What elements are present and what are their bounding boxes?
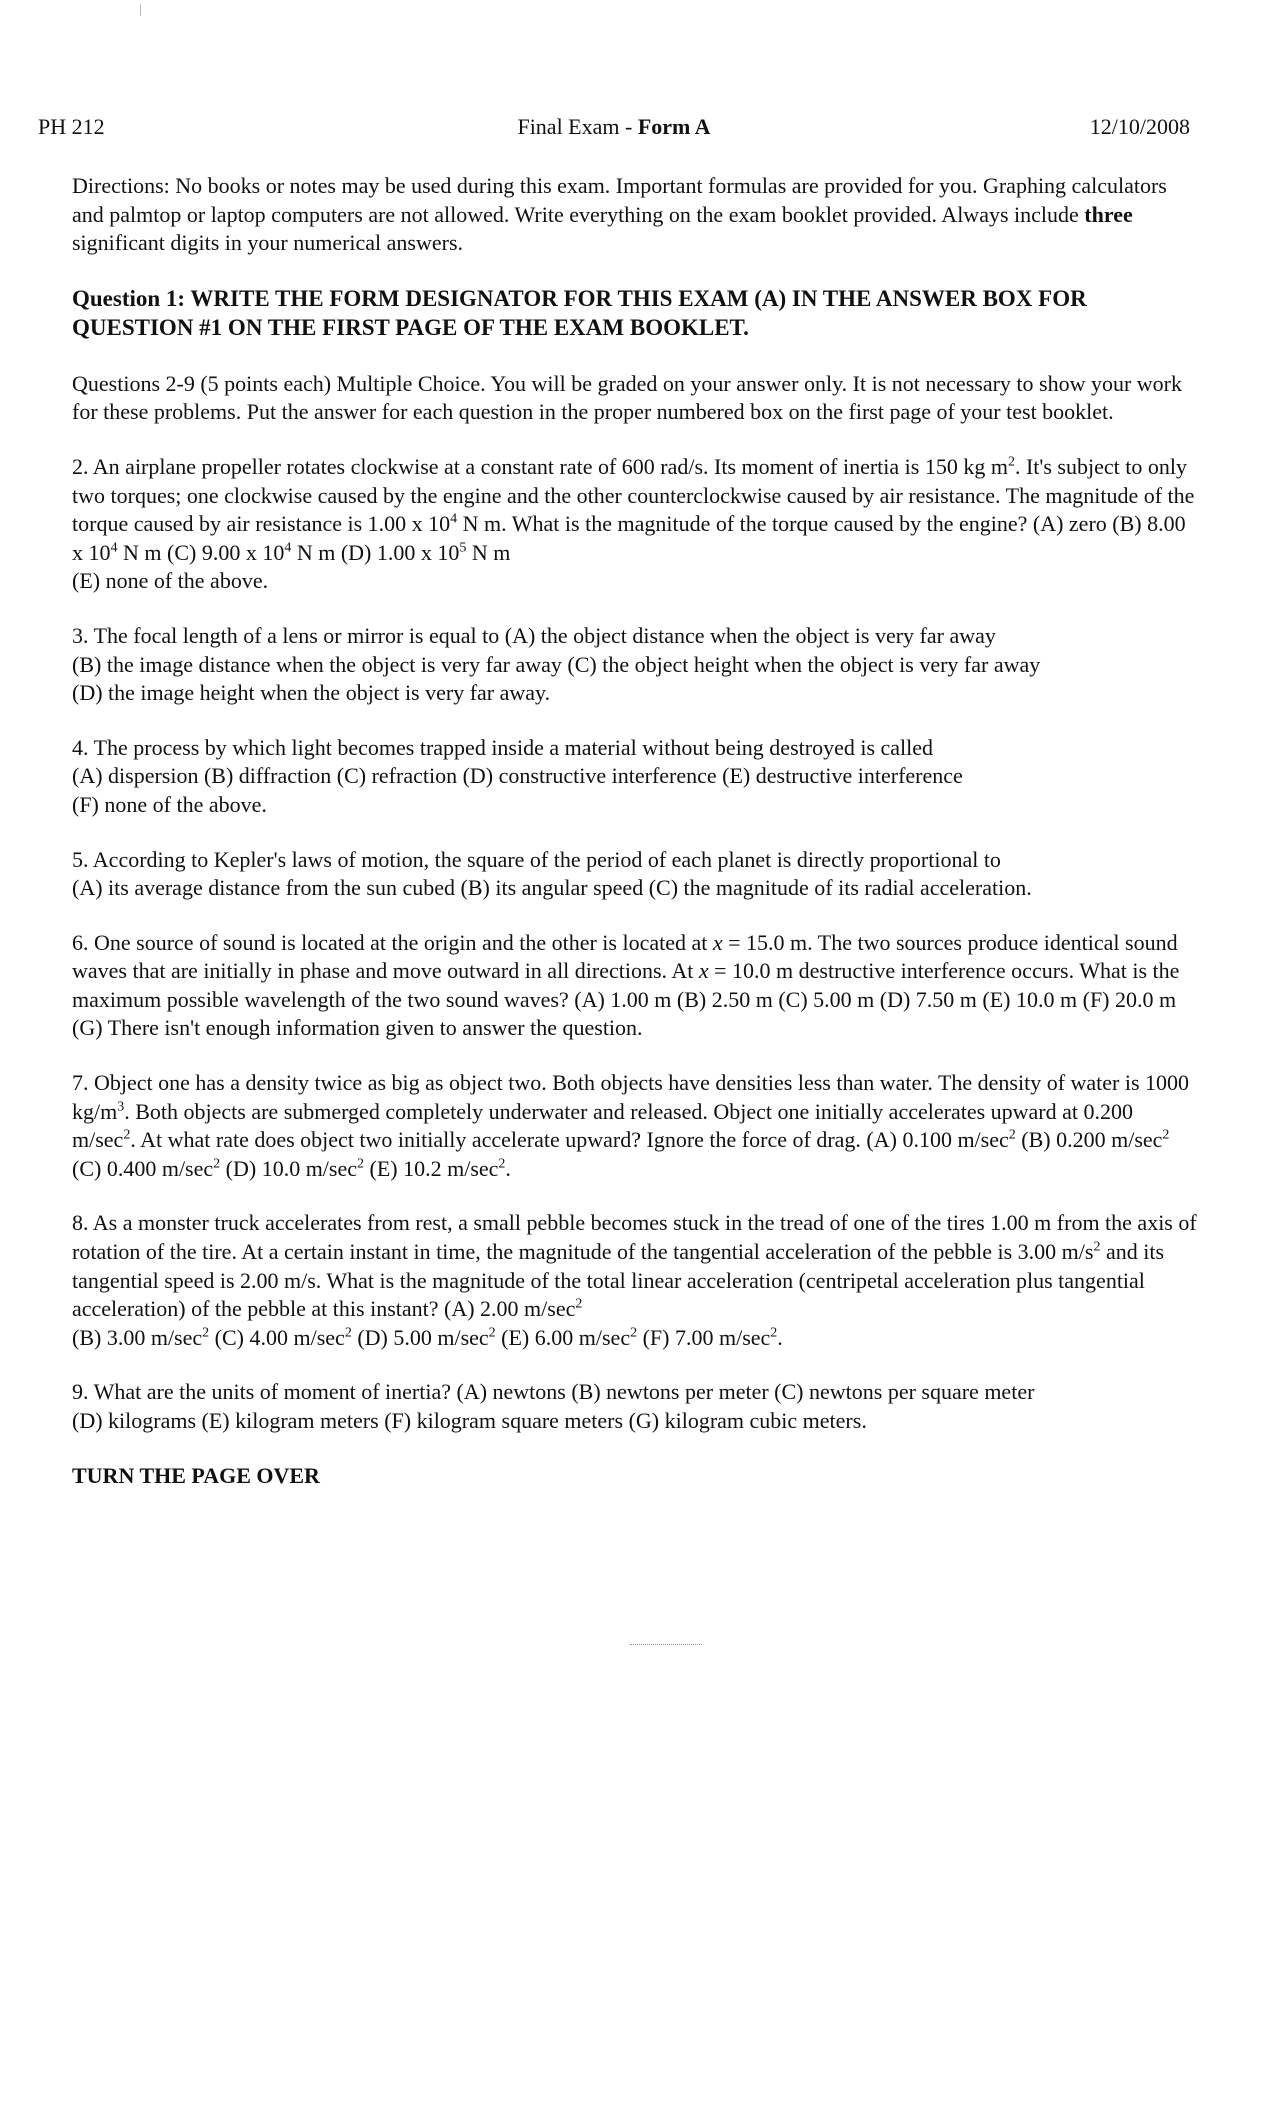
- question-7: [72, 1069, 1202, 1183]
- question-5-line: 5. According to Kepler's laws of motion, the square of the period of each planet is directly proportional to: [72, 846, 1001, 872]
- directions-text-end: significant digits in your numerical answers.: [72, 230, 464, 256]
- scan-artifact-dash: [630, 1644, 702, 1646]
- exam-title: [38, 114, 1190, 140]
- exam-form: Form A: [637, 114, 711, 139]
- question-5: [72, 846, 1202, 903]
- question-6: [72, 929, 1202, 1043]
- question-3-line: 3. The focal length of a lens or mirror is equal to (A) the object distance when the object is very far away: [72, 622, 996, 648]
- scan-artifact-mark: [140, 4, 141, 16]
- question-4-line: (A) dispersion (B) diffraction (C) refraction (D) constructive interference (E) destructive interference: [72, 763, 963, 789]
- question-3-line: (B) the image distance when the object is very far away (C) the object height when the object is very far away: [72, 651, 1041, 677]
- turn-page-notice: TURN THE PAGE OVER: [72, 1462, 320, 1488]
- exam-date: 12/10/2008: [1089, 114, 1190, 139]
- question-8: [72, 1209, 1202, 1352]
- page-header: [38, 114, 1190, 148]
- question-4-line: 4. The process by which light becomes trapped inside a material without being destroyed is called: [72, 734, 934, 760]
- question-3-line: (D) the image height when the object is very far away.: [72, 680, 551, 706]
- question-9: [72, 1378, 1202, 1435]
- exam-body: [72, 172, 1202, 1490]
- question-1: Question 1: WRITE THE FORM DESIGNATOR FOR THIS EXAM (A) IN THE ANSWER BOX FOR QUESTION #1 ON THE FIRST PAGE OF THE EXAM BOOKLET.: [72, 285, 1087, 340]
- question-5-line: (A) its average distance from the sun cubed (B) its angular speed (C) the magnitude of its radial acceleration.: [72, 875, 1032, 901]
- question-8-text: 8. As a monster truck accelerates from rest, a small pebble becomes stuck in the tread of one of the tires 1.00 m from the axis of rotation of the tire. At a certain instant in time, the magnitude of the tangential acceleration of the pebble is 3.00 $m/s^2$ and its tangential speed is 2.00 m/s. What is the magnitude of the total linear acceleration (centripetal acceleration plus tangential acceleration) of the pebble at this instant? (A) 2.00 $m/\sec^2$: [72, 1210, 1197, 1322]
- question-6-text: 6. One source of sound is located at the origin and the other is located at x = 15.0 m. The two sources produce identical sound waves that are initially in phase and move outward in all directions. At x = 10.0 m destructive interference occurs. What is the maximum possible wavelength of the two sound waves? (A) 1.00 m (B) 2.50 m (C) 5.00 m (D) 7.50 m (E) 10.0 m (F) 20.0 m (G) There isn't enough information given to answer the question.: [72, 929, 1180, 1041]
- multiple-choice-instructions: Questions 2-9 (5 points each) Multiple Choice. You will be graded on your answer only. It is not necessary to show your work for these problems. Put the answer for each question in the proper numbered box on the first page of your test booklet.: [72, 370, 1183, 425]
- question-3: [72, 622, 1202, 708]
- question-8-options: (B) 3.00 $m/\sec^2$ (C) 4.00 $m/\sec^2$ (D) 5.00 $m/\sec^2$ (E) 6.00 $m/\sec^2$ (F) 7.00 $m/\sec^2$.: [72, 1324, 783, 1350]
- course-code: PH 212: [38, 114, 105, 139]
- question-2-text: 2. An airplane propeller rotates clockwise at a constant rate of 600 rad/s. Its moment of inertia is 150 kg $m^2$. It's subject to only two torques; one clockwise caused by the engine and the other counterclockwise caused by air resistance. The magnitude of the torque caused by air resistance is 1.00 x $10^4$ N m. What is the magnitude of the torque caused by the engine? (A) zero (B) 8.00 x $10^4$ N m (C) 9.00 x $10^4$ N m (D) 1.00 x $10^5$ N m: [72, 453, 1195, 565]
- question-2-option-e: (E) none of the above.: [72, 568, 269, 594]
- question-9-line: (D) kilograms (E) kilogram meters (F) kilogram square meters (G) kilogram cubic meters.: [72, 1408, 867, 1433]
- question-2: [72, 453, 1202, 596]
- question-9-line: 9. What are the units of moment of inertia? (A) newtons (B) newtons per meter (C) newtons per square meter: [72, 1379, 1035, 1405]
- directions-text: Directions: No books or notes may be used during this exam. Important formulas are provided for you. Graphing calculators and palmtop or laptop computers are not allowed. Write everything on the exam booklet provided. Always include: [72, 173, 1167, 227]
- question-7-text: 7. Object one has a density twice as big as object two. Both objects have densities less than water. The density of water is 1000 $kg/m^3$. Both objects are submerged completely underwater and released. Object one initially accelerates upward at 0.200 $m/\sec^2$. At what rate does object two initially accelerate upward? Ignore the force of drag. (A) 0.100 $m/\sec^2$ (B) 0.200 $m/\sec^2$ (C) 0.400 $m/\sec^2$ (D) 10.0 $m/\sec^2$ (E) 10.2 $m/\sec^2$.: [72, 1070, 1190, 1181]
- question-4-line: (F) none of the above.: [72, 791, 267, 817]
- question-4: [72, 734, 1202, 820]
- directions-emphasis: three: [1084, 201, 1133, 227]
- directions: [72, 172, 1202, 258]
- exam-title-prefix: Final Exam -: [517, 114, 638, 139]
